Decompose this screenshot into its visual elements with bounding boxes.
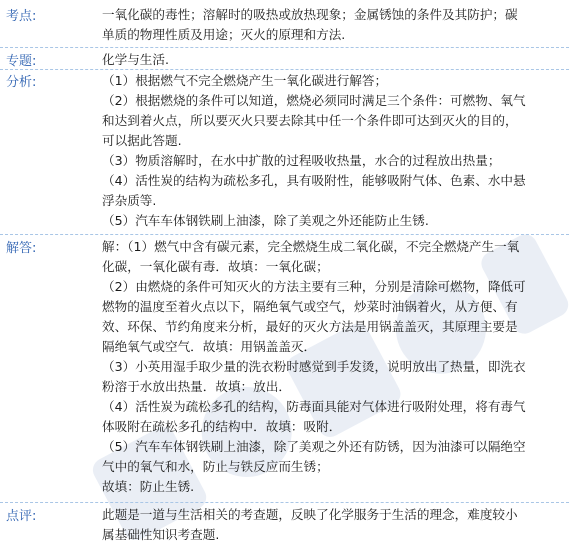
text-line: 故填：防止生锈. (102, 479, 195, 494)
text-line: 隔绝氧气或空气．故填：用锅盖盖灭． (102, 339, 317, 354)
text-line: 和达到着火点，所以要灭火只要去除其中任一个条件即可达到灭火的目的， (102, 113, 518, 128)
text-line: （2）由燃烧的条件可知灭火的方法主要有三种，分别是清除可燃物，降低可 (102, 279, 526, 294)
section-content (102, 50, 563, 70)
text-line: 可以据此答题. (102, 133, 182, 148)
section-fenxi (0, 70, 569, 235)
text-line: （3）物质溶解时，在水中扩散的过程吸收热量，水合的过程放出热量； (102, 153, 501, 168)
section-kaodian (0, 0, 569, 48)
section-content (102, 505, 563, 545)
text-line: 化碳，一氧化碳有毒．故填：一氧化碳； (102, 259, 329, 274)
section-content (102, 237, 563, 497)
text-line: 气中的氧气和水，防止与铁反应而生锈； (102, 459, 329, 474)
text-line: 此题是一道与生活相关的考查题，反映了化学服务于生活的理念，难度较小 (102, 507, 518, 522)
section-label: 点评: (6, 509, 37, 524)
section-content (102, 5, 563, 45)
text-line: 体吸附在疏松多孔的结构中．故填：吸附． (102, 419, 342, 434)
text-line: （4）活性炭的结构为疏松多孔，具有吸附性，能够吸附气体、色素、水中悬 (102, 173, 526, 188)
text-line: （2）根据燃烧的条件可以知道，燃烧必须同时满足三个条件：可燃物、氧气 (102, 93, 526, 108)
text-line: （1）根据燃气不完全燃烧产生一氧化碳进行解答； (102, 73, 388, 88)
text-line: （5）汽车车体钢铁刷上油漆，除了美观之外还有防锈，因为油漆可以隔绝空 (102, 439, 526, 454)
text-line: 属基础性知识考查题. (102, 527, 220, 542)
text-line: （3）小英用湿手取少量的洗衣粉时感觉到手发烫，说明放出了热量，即洗衣 (102, 359, 526, 374)
section-zhuanti (0, 48, 569, 70)
text-line: 粉溶于水放出热量．故填：放出． (102, 379, 291, 394)
text-line: 解：（1）燃气中含有碳元素，完全燃烧生成二氧化碳，不完全燃烧产生一氧 (102, 239, 520, 254)
text-line: （5）汽车车体钢铁刷上油漆，除了美观之外还能防止生锈. (102, 213, 429, 228)
text-line: 效、环保、节约角度来分析，最好的灭火方法是用锅盖盖灭，其原理主要是 (102, 319, 518, 334)
text-line: 浮杂质等. (102, 193, 157, 208)
section-content (102, 71, 563, 231)
text-line: 单质的物理性质及用途；灭火的原理和方法. (102, 27, 346, 42)
text-line: （4）活性炭为疏松多孔的结构，防毒面具能对气体进行吸附处理，将有毒气 (102, 399, 526, 414)
section-dianping (0, 503, 569, 547)
text-line: 燃物的温度至着火点以下，隔绝氧气或空气，炒菜时油锅着火，从方便、有 (102, 299, 518, 314)
section-label: 解答: (6, 241, 37, 256)
section-label: 考点: (6, 9, 37, 24)
section-jieda (0, 235, 569, 503)
text-line: 一氧化碳的毒性；溶解时的吸热或放热现象；金属锈蚀的条件及其防护；碳 (102, 7, 518, 22)
text-line: 化学与生活. (102, 52, 169, 67)
section-label: 分析: (6, 75, 37, 90)
section-label: 专题: (6, 54, 37, 69)
